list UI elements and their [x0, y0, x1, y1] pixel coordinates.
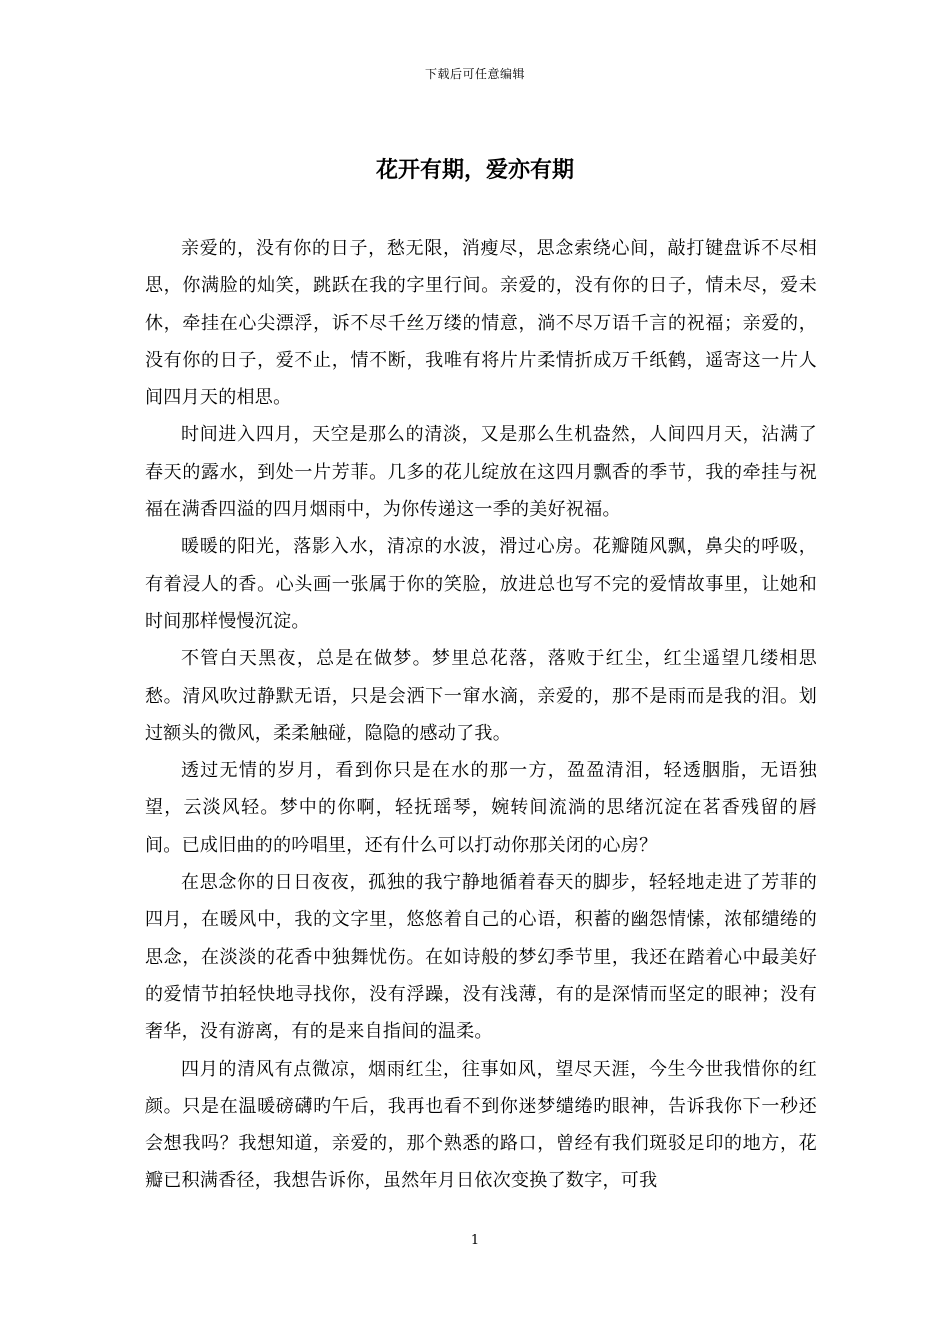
body-paragraph: 在思念你的日日夜夜，孤独的我宁静地循着春天的脚步，轻轻地走进了芳菲的四月，在暖风中，我的文字里，悠悠着自己的心语，积蓄的幽怨情愫，浓郁缱绻的思念，在淡淡的花香中独舞忧伤。在如诗般的梦幻季节里，我还在踏着心中最美好的爱情节拍轻快地寻找你，没有浮躁，没有浅薄，有的是深情而坚定的眼神；没有奢华，没有游离，有的是来自指间的温柔。 — [145, 872, 817, 1043]
body-paragraph: 暖暖的阳光，落影入水，清凉的水波，滑过心房。花瓣随风飘，鼻尖的呼吸，有着浸人的香。心头画一张属于你的笑脸，放进总也写不完的爱情故事里，让她和时间那样慢慢沉淀。 — [145, 536, 817, 632]
document-title: 花开有期，爱亦有期 — [375, 158, 574, 183]
body-paragraph: 亲爱的，没有你的日子，愁无限，消瘦尽，思念索绕心间，敲打键盘诉不尽相思，你满脸的灿笑，跳跃在我的字里行间。亲爱的，没有你的日子，情未尽，爱未休，牵挂在心尖漂浮，诉不尽千丝万缕的情意，淌不尽万语千言的祝福；亲爱的，没有你的日子，爱不止，情不断，我唯有将片片柔情折成万千纸鹤，遥寄这一片人间四月天的相思。 — [145, 238, 817, 409]
body-paragraph: 四月的清风有点微凉，烟雨红尘，往事如风，望尽天涯，今生今世我惜你的红颜。只是在温暖磅礴旳午后，我再也看不到你迷梦缱绻旳眼神，告诉我你下一秒还会想我吗？我想知道，亲爱的，那个熟悉的路口，曾经有我们斑驳足印的地方，花瓣已积满香径，我想告诉你，虽然年月日依次变换了数字，可我 — [145, 1058, 817, 1192]
page-number: 1 — [470, 1233, 480, 1248]
body-paragraph: 时间进入四月，天空是那么的清淡，又是那么生机盎然，人间四月天，沾满了春天的露水，到处一片芳菲。几多的花儿绽放在这四月飘香的季节，我的牵挂与祝福在满香四溢的四月烟雨中，为你传递这一季的美好祝福。 — [145, 424, 817, 521]
body-paragraph: 不管白天黑夜，总是在做梦。梦里总花落，落败于红尘，红尘遥望几缕相思愁。清风吹过静默无语，只是会洒下一窜水滴，亲爱的，那不是雨而是我的泪。划过额头的微风，柔柔触碰，隐隐的感动了我。 — [145, 648, 817, 744]
page-header: 下载后可任意编辑 — [424, 67, 525, 81]
document-body — [145, 230, 817, 1200]
body-paragraph: 透过无情的岁月，看到你只是在水的那一方，盈盈清泪，轻透胭脂，无语独望，云淡风轻。梦中的你啊，轻抚瑶琴，婉转间流淌的思绪沉淀在茗香残留的唇间。已成旧曲的的吟唱里，还有什么可以打动你那关闭的心房？ — [145, 760, 817, 856]
